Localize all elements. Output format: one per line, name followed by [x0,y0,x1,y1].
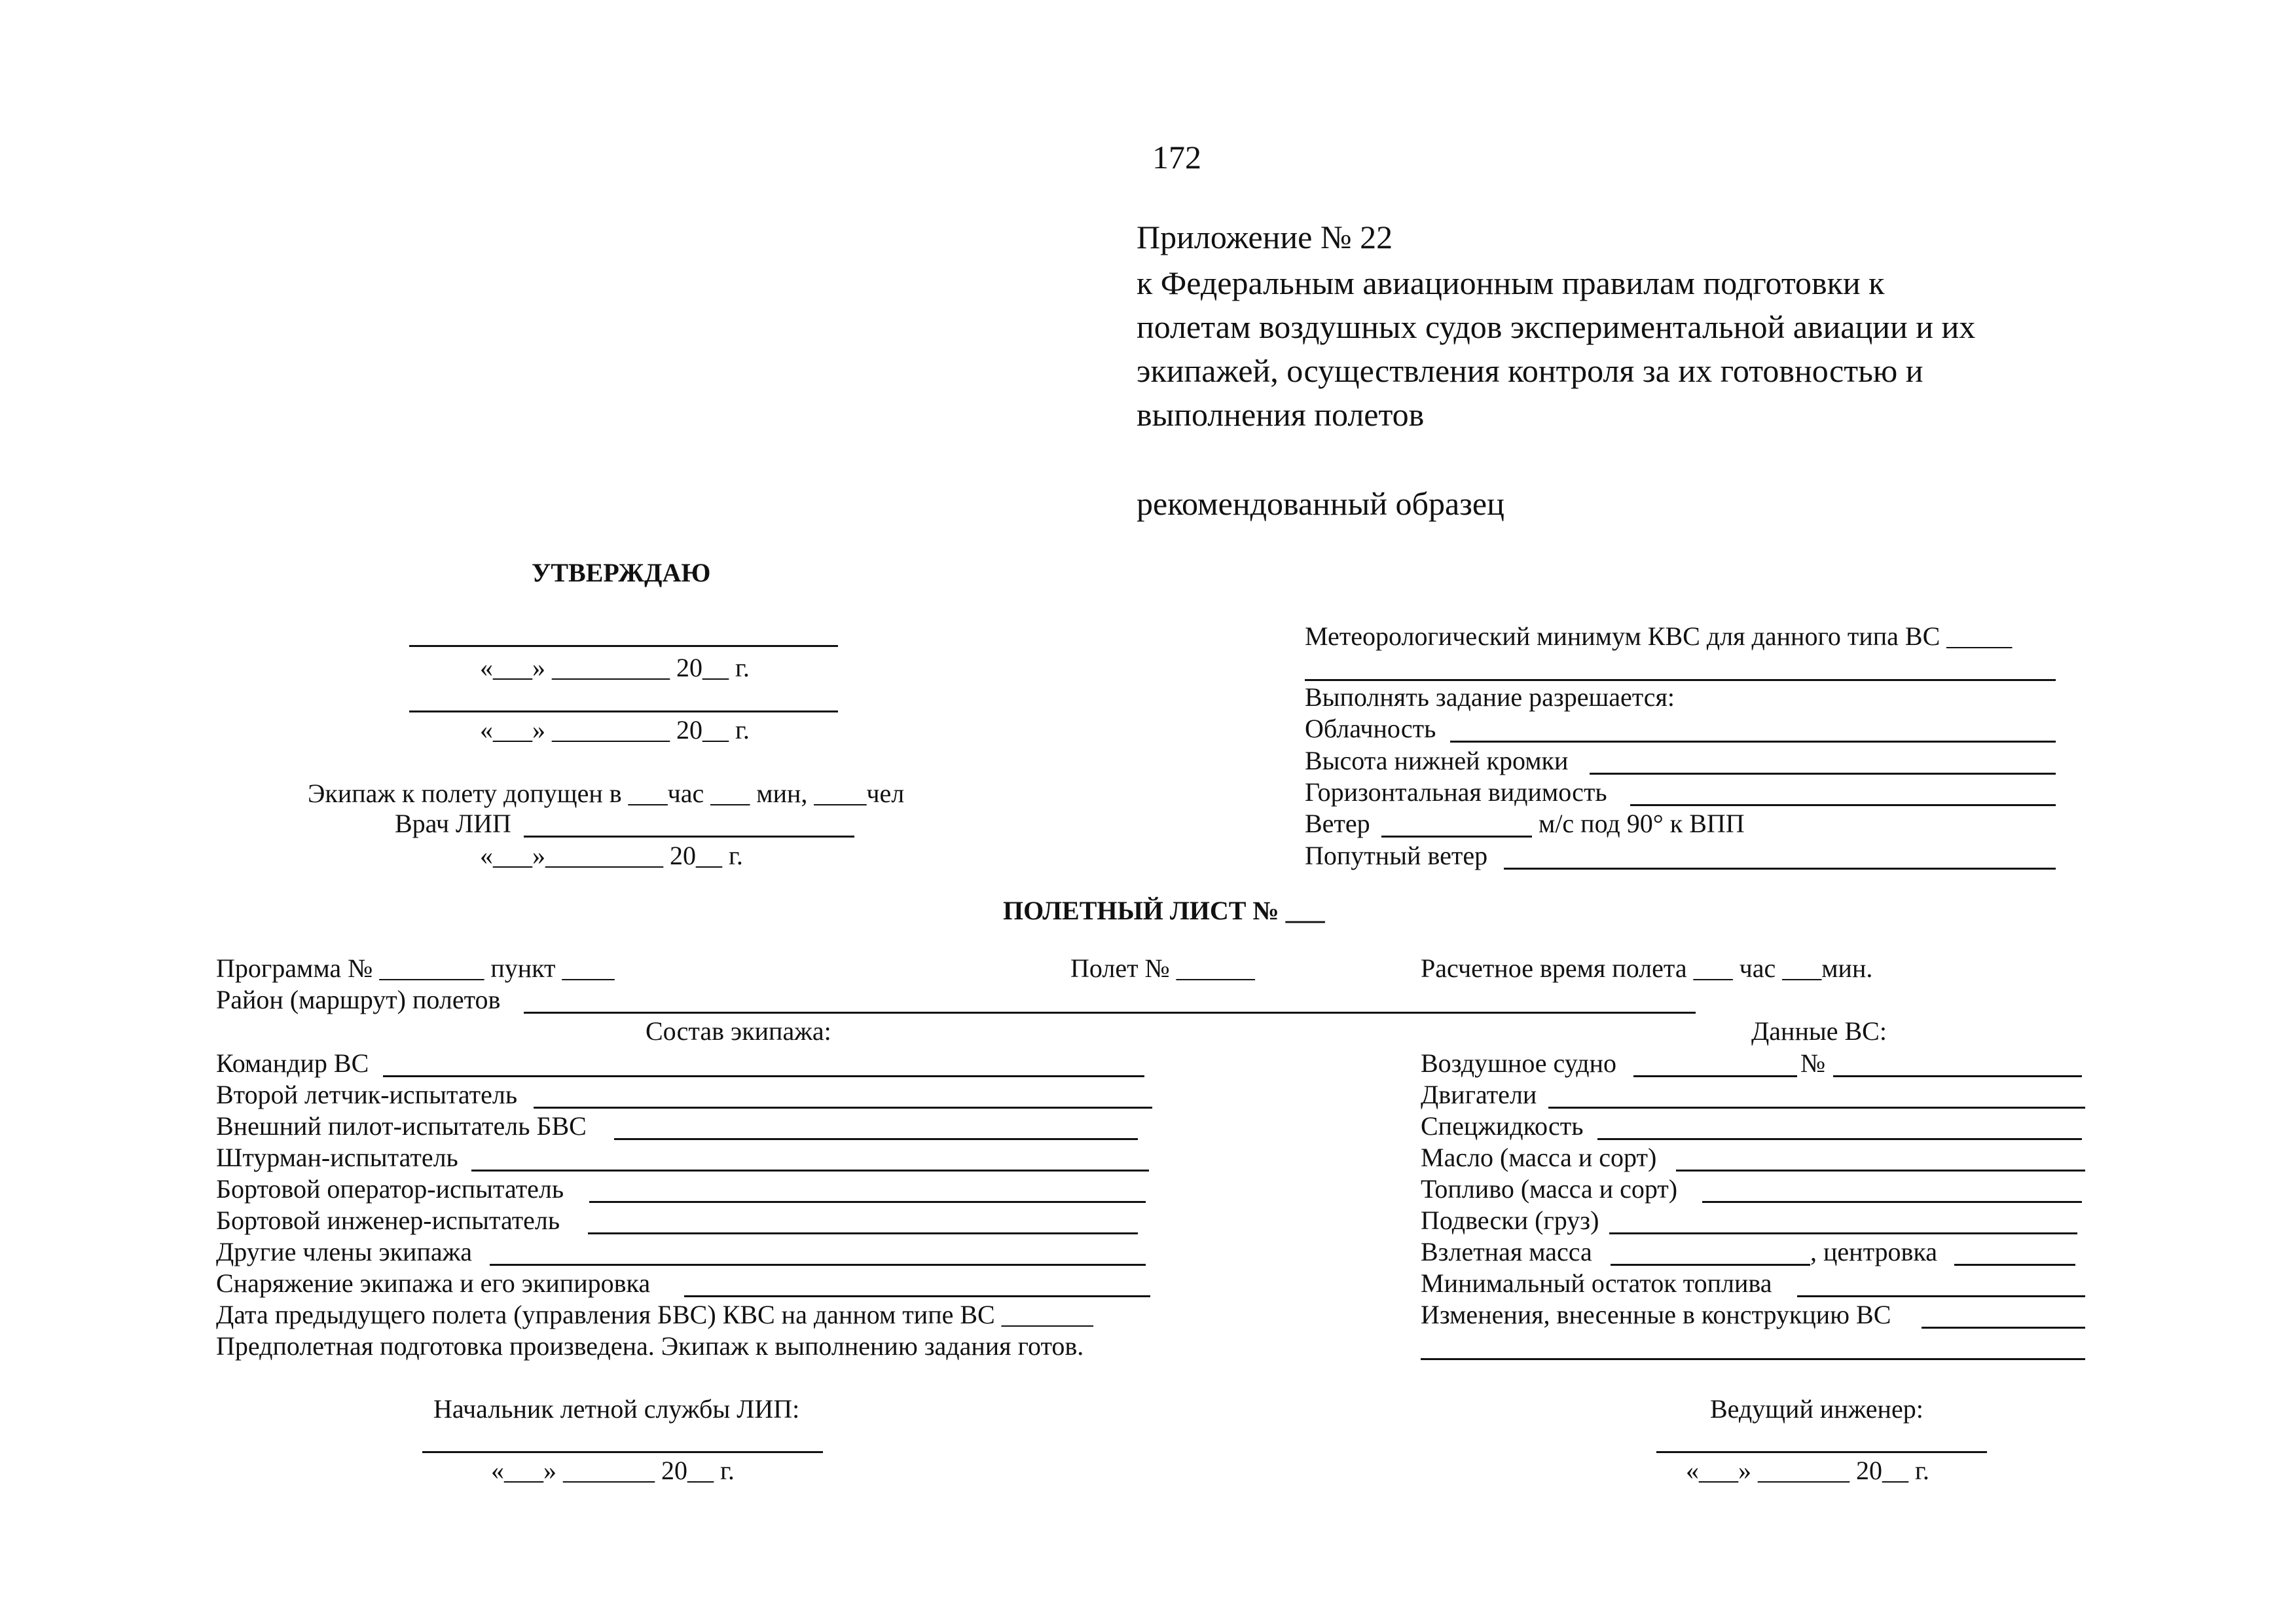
changes-label: Изменения, внесенные в конструкцию ВС [1421,1300,1891,1329]
balance-label: , центровка [1810,1237,1938,1266]
crew-heading: Состав экипажа: [646,1016,831,1046]
approve-heading: УТВЕРЖДАЮ [532,558,711,587]
crew-item: Штурман-испытатель [216,1143,458,1172]
area-label: Район (маршрут) полетов [216,985,501,1014]
aircraft-line [1702,1201,2082,1203]
visibility-line [1630,804,2056,806]
crew-line [588,1232,1138,1234]
doctor-line [524,836,854,838]
approve-date-2: «___» _________ 20__ г. [480,715,750,745]
weather-allowed: Выполнять задание разрешается: [1305,682,1675,712]
wind-suffix: м/с под 90° к ВПП [1539,809,1745,838]
aircraft-item: Масло (масса и сорт) [1421,1143,1657,1172]
weather-line [1305,679,2056,681]
cloudiness-line [1450,741,2056,743]
tailwind-line [1504,868,2056,870]
crew-item: Внешний пилот-испытатель БВС [216,1111,587,1141]
aircraft-line [1633,1075,1797,1077]
appendix-title: Приложение № 22 [1137,219,1393,255]
chief-signature-line [422,1451,823,1453]
page-number: 172 [1152,139,1201,175]
ceiling-label: Высота нижней кромки [1305,746,1569,775]
balance-line [1954,1264,2075,1266]
appendix-line: к Федеральным авиационным правилам подготовки к [1137,265,1885,301]
aircraft-item: Подвески (груз) [1421,1206,1599,1235]
visibility-label: Горизонтальная видимость [1305,777,1607,807]
crew-line [589,1201,1146,1203]
ready-statement: Предполетная подготовка произведена. Экипаж к выполнению задания готов. [216,1331,1084,1361]
crew-line [383,1075,1144,1077]
appendix-line: экипажей, осуществления контроля за их готовностью и [1137,352,1923,389]
doctor-label: Врач ЛИП [395,809,511,838]
aircraft-line [1597,1138,2082,1140]
tailwind-label: Попутный ветер [1305,841,1488,870]
estimated-time: Расчетное время полета ___ час ___мин. [1421,953,1873,983]
approve-date-3: «___»_________ 20__ г. [480,841,743,870]
sample-note: рекомендованный образец [1137,485,1504,522]
changes-line [1922,1327,2085,1329]
aircraft-item: Топливо (масса и сорт) [1421,1174,1678,1204]
chief-date: «___» _______ 20__ г. [491,1456,735,1485]
crew-line [471,1170,1149,1172]
aircraft-item: Спецжидкость [1421,1111,1584,1141]
takeoff-mass-label: Взлетная масса [1421,1237,1592,1266]
aircraft-item: Двигатели [1421,1080,1537,1109]
signature-line [409,710,838,712]
flight-label: Полет № ______ [1070,953,1255,983]
crew-line [684,1295,1150,1297]
appendix-line: выполнения полетов [1137,396,1425,433]
crew-item: Бортовой инженер-испытатель [216,1206,560,1235]
ceiling-line [1590,773,2056,775]
crew-line [614,1138,1138,1140]
aircraft-line [1548,1107,2085,1109]
takeoff-mass-line [1611,1264,1810,1266]
sheet-title: ПОЛЕТНЫЙ ЛИСТ № ___ [1003,896,1325,925]
crew-line [490,1264,1146,1266]
aircraft-label: Воздушное судно [1421,1048,1617,1078]
crew-item: Командир ВС [216,1048,369,1078]
crew-admitted: Экипаж к полету допущен в ___час ___ мин, ____чел [308,779,905,808]
crew-item: Снаряжение экипажа и его экипировка [216,1268,651,1298]
appendix-line: полетам воздушных судов экспериментальной авиации и их [1137,308,1976,345]
aircraft-line [1609,1232,2077,1234]
min-fuel-label: Минимальный остаток топлива [1421,1268,1772,1298]
cloudiness-label: Облачность [1305,714,1436,743]
wind-line [1381,836,1532,838]
engineer-title: Ведущий инженер: [1710,1394,1923,1424]
min-fuel-line [1797,1295,2085,1297]
crew-item: Бортовой оператор-испытатель [216,1174,564,1204]
wind-label: Ветер [1305,809,1370,838]
crew-item: Второй летчик-испытатель [216,1080,518,1109]
changes-extra-line [1421,1358,2085,1360]
area-line [524,1012,1696,1014]
program-label: Программа № ________ пункт ____ [216,953,615,983]
approve-date-1: «___» _________ 20__ г. [480,653,750,682]
aircraft-number-line [1833,1075,2082,1077]
aircraft-line [1676,1170,2085,1172]
weather-minimum: Метеорологический минимум КВС для данного типа ВС _____ [1305,621,2013,651]
previous-flight: Дата предыдущего полета (управления БВС) КВС на данном типе ВС _______ [216,1300,1093,1329]
crew-item: Другие члены экипажа [216,1237,472,1266]
number-sign: № [1800,1048,1826,1078]
chief-title: Начальник летной службы ЛИП: [433,1394,800,1424]
aircraft-heading: Данные ВС: [1751,1016,1887,1046]
signature-line [409,645,838,647]
engineer-date: «___» _______ 20__ г. [1686,1456,1929,1485]
crew-line [534,1107,1152,1109]
engineer-signature-line [1656,1451,1987,1453]
